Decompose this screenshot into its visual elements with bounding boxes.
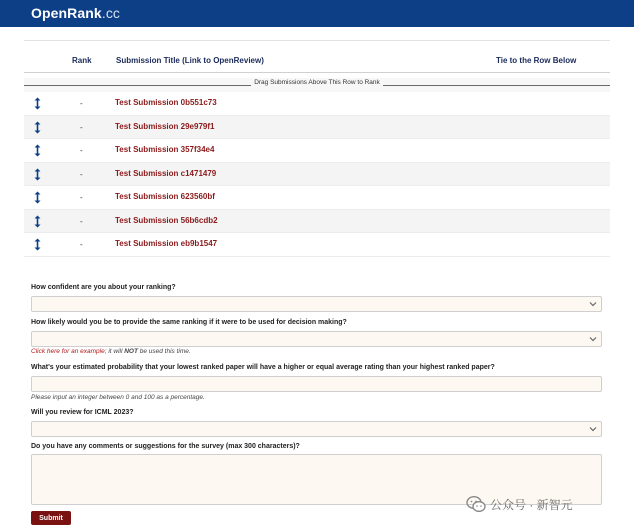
confidence-select[interactable] — [31, 296, 602, 312]
column-header-rank: Rank — [72, 56, 92, 65]
submission-link[interactable]: Test Submission 623560bf — [115, 192, 215, 201]
table-header-divider — [24, 72, 610, 73]
probability-hint: Please input an integer between 0 and 100 as a percentage. — [31, 394, 205, 401]
row-rank: - — [80, 169, 83, 179]
submission-link[interactable]: Test Submission 0b551c73 — [115, 98, 217, 107]
drag-handle-icon[interactable] — [33, 97, 42, 110]
drag-handle-icon[interactable] — [33, 168, 42, 181]
table-row[interactable] — [24, 186, 610, 210]
chevron-down-icon — [589, 425, 597, 433]
watermark-text: 公众号 · 新智元 — [490, 497, 573, 512]
brand-tld: .cc — [101, 5, 121, 21]
drag-handle-icon[interactable] — [33, 121, 42, 134]
hint-text-end: be used this time. — [137, 348, 191, 355]
row-rank: - — [80, 146, 83, 155]
drag-handle-icon[interactable] — [33, 238, 42, 251]
divider — [24, 40, 610, 41]
question-comments-label: Do you have any comments or suggestions for the survey (max 300 characters)? — [31, 443, 300, 450]
drag-handle-icon[interactable] — [33, 191, 42, 204]
question-likelihood-label: How likely would you be to provide the same ranking if it were to be used for decision making? — [31, 319, 347, 326]
submission-list — [24, 92, 610, 257]
review-select[interactable] — [31, 421, 602, 437]
submission-link[interactable]: Test Submission eb9b1547 — [115, 239, 218, 248]
chevron-down-icon — [589, 300, 597, 308]
drag-handle-icon[interactable] — [33, 215, 42, 228]
column-header-title: Submission Title (Link to OpenReview) — [116, 56, 264, 65]
table-row[interactable] — [24, 233, 610, 257]
hint-text-strong: NOT — [124, 348, 138, 355]
top-navbar — [0, 0, 634, 27]
chevron-down-icon — [589, 335, 597, 343]
likelihood-select[interactable] — [31, 331, 602, 347]
question-confidence-label: How confident are you about your ranking? — [31, 284, 176, 291]
wechat-icon — [466, 495, 486, 513]
submission-link[interactable]: Test Submission c1471479 — [115, 168, 217, 178]
question-review-label: Will you review for ICML 2023? — [31, 409, 134, 416]
row-rank: - — [80, 240, 83, 249]
hint-text-mid: ; it will — [104, 348, 125, 355]
table-row[interactable] — [24, 163, 610, 187]
submission-link[interactable]: Test Submission 29e979f1 — [115, 121, 215, 131]
likelihood-hint — [31, 348, 191, 355]
row-rank: - — [80, 193, 83, 202]
table-row[interactable] — [24, 92, 610, 116]
watermark — [466, 494, 573, 514]
row-rank: - — [80, 99, 83, 108]
submission-link[interactable]: Test Submission 357f34e4 — [115, 145, 215, 154]
example-link[interactable]: Click here for an example — [31, 348, 105, 355]
question-probability-label: What's your estimated probability that your lowest ranked paper will have a higher or equal average rating than your highest ranked paper? — [31, 364, 495, 371]
table-row[interactable] — [24, 139, 610, 163]
submission-link[interactable]: Test Submission 56b6cdb2 — [115, 215, 218, 225]
row-rank: - — [80, 122, 83, 132]
column-header-tie: Tie to the Row Below — [496, 56, 577, 65]
brand-name: OpenRank — [31, 5, 102, 21]
drag-separator-row — [24, 78, 610, 92]
probability-input[interactable] — [31, 376, 602, 392]
brand-logo[interactable] — [31, 5, 120, 21]
row-rank: - — [80, 216, 83, 226]
submit-button[interactable]: Submit — [31, 511, 71, 525]
drag-separator-label: Drag Submissions Above This Row to Rank — [251, 79, 383, 86]
drag-handle-icon[interactable] — [33, 144, 42, 157]
table-row[interactable] — [24, 210, 610, 234]
table-row[interactable] — [24, 116, 610, 140]
